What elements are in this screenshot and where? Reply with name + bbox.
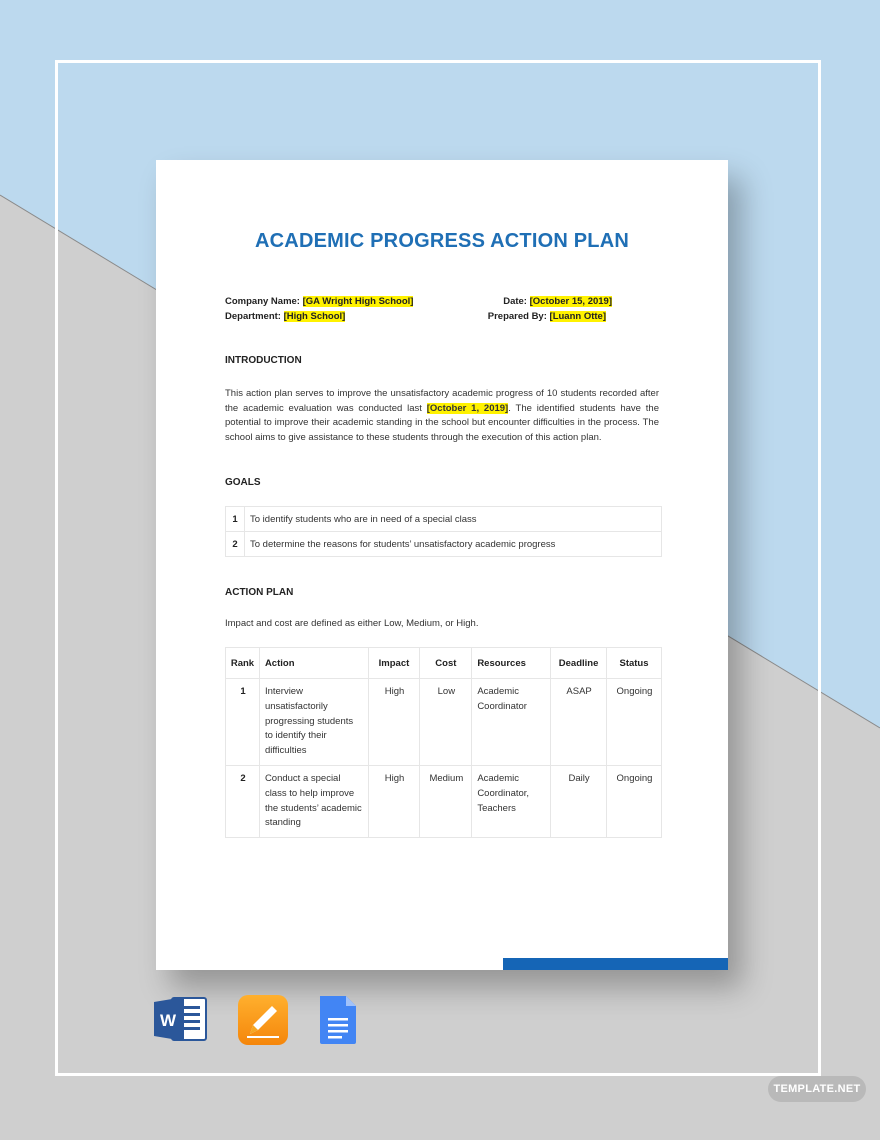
cell-impact: High	[368, 765, 420, 837]
google-docs-icon[interactable]	[318, 994, 358, 1046]
word-icon[interactable]	[154, 994, 210, 1044]
table-row	[226, 679, 662, 766]
department-label: Department:	[225, 311, 281, 322]
introduction-heading: INTRODUCTION	[225, 355, 302, 366]
date-line	[503, 296, 612, 307]
watermark-badge: TEMPLATE.NET	[768, 1076, 866, 1102]
header-rank: Rank	[226, 648, 260, 679]
goals-table	[225, 506, 662, 557]
cell-impact: High	[368, 679, 420, 766]
document-page	[156, 160, 728, 970]
intro-text-before: This action plan serves to improve the unsatisfactory academic progress of 10 students recorded after the academic evaluation was conducted last	[225, 388, 659, 414]
cell-rank: 1	[226, 679, 260, 766]
action-plan-note: Impact and cost are defined as either Low, Medium, or High.	[225, 618, 479, 629]
cell-deadline: ASAP	[551, 679, 607, 766]
introduction-text	[225, 387, 659, 445]
goal-text: To determine the reasons for students’ unsatisfactory academic progress	[245, 532, 662, 557]
accent-bar	[503, 958, 728, 970]
prepared-by-line	[488, 311, 606, 322]
intro-date-highlight: [October 1, 2019]	[426, 402, 509, 414]
cell-status: Ongoing	[607, 765, 662, 837]
document-title: ACADEMIC PROGRESS ACTION PLAN	[255, 230, 629, 252]
date-label: Date:	[503, 296, 527, 307]
header-status: Status	[607, 648, 662, 679]
department-value: [High School]	[283, 311, 346, 322]
cell-rank: 2	[226, 765, 260, 837]
goal-number: 1	[226, 507, 245, 532]
header-resources: Resources	[472, 648, 551, 679]
company-value: [GA Wright High School]	[302, 296, 414, 307]
cell-cost: Low	[420, 679, 472, 766]
cell-resources: Academic Coordinator	[472, 679, 551, 766]
goal-row	[226, 507, 662, 532]
prepared-label: Prepared By:	[487, 311, 547, 322]
prepared-value: [Luann Otte]	[549, 311, 606, 322]
pages-icon[interactable]	[237, 994, 289, 1046]
cell-resources: Academic Coordinator, Teachers	[472, 765, 551, 837]
svg-text:W: W	[159, 1011, 177, 1030]
cell-action: Conduct a special class to help improve the students’ academic standing	[259, 765, 368, 837]
header-deadline: Deadline	[551, 648, 607, 679]
company-line	[225, 296, 413, 307]
goal-number: 2	[226, 532, 245, 557]
header-impact: Impact	[368, 648, 420, 679]
company-label: Company Name:	[225, 296, 300, 307]
action-plan-heading: ACTION PLAN	[225, 587, 294, 598]
table-header-row	[226, 648, 662, 679]
goal-row	[226, 532, 662, 557]
cell-action: Interview unsatisfactorily progressing students to identify their difficulties	[259, 679, 368, 766]
department-line	[225, 311, 345, 322]
intro-text-after: . The identified students have the potential to improve their academic standing in the school but encounter difficulties in the process. The school aims to give assistance to these students through the execution of this action plan.	[225, 402, 659, 443]
cell-cost: Medium	[420, 765, 472, 837]
table-row	[226, 765, 662, 837]
goals-heading: GOALS	[225, 477, 261, 488]
action-plan-table	[225, 647, 662, 838]
date-value: [October 15, 2019]	[529, 296, 612, 307]
cell-status: Ongoing	[607, 679, 662, 766]
cell-deadline: Daily	[551, 765, 607, 837]
goal-text: To identify students who are in need of a special class	[245, 507, 662, 532]
header-cost: Cost	[420, 648, 472, 679]
header-action: Action	[259, 648, 368, 679]
